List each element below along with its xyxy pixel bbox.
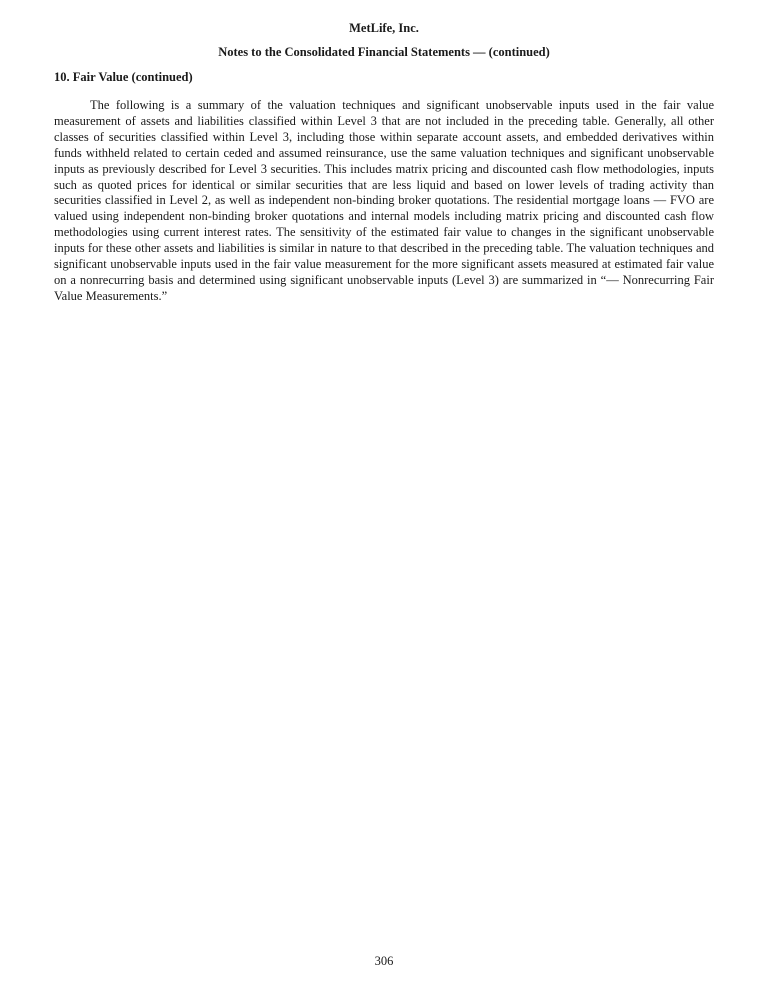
company-name: MetLife, Inc. bbox=[349, 21, 419, 35]
section-heading: 10. Fair Value (continued) bbox=[54, 70, 193, 84]
page-number: 306 bbox=[374, 954, 394, 968]
body-paragraph: The following is a summary of the valuation techniques and significant unobservable inputs used in the fair value measurement of assets and liabilities classified within Level 3 that are not included in the preceding table. Generally, all other classes of securities classified within Level 3, including those within separate account assets, and embedded derivatives within funds withheld related to certain ceded and assumed reinsurance, use the same valuation techniques and significant unobservable inputs as previously described for Level 3 securities. This includes matrix pricing and discounted cash flow methodologies, inputs such as quoted prices for identical or similar securities that are less liquid and based on lower levels of trading activity than securities classified in Level 2, as well as independent non-binding broker quotations. The residential mortgage loans — FVO are valued using independent non-binding broker quotations and internal models including matrix pricing and discounted cash flow methodologies using current interest rates. The sensitivity of the estimated fair value to changes in the significant unobservable inputs for these other assets and liabilities is similar in nature to that described in the preceding table. The valuation techniques and significant unobservable inputs used in the fair value measurement for the more significant assets measured at estimated fair value on a nonrecurring basis and determined using significant unobservable inputs (Level 3) are summarized in “— Nonrecurring Fair Value Measurements.” bbox=[54, 98, 714, 303]
page-subtitle: Notes to the Consolidated Financial Statements — (continued) bbox=[218, 45, 550, 59]
